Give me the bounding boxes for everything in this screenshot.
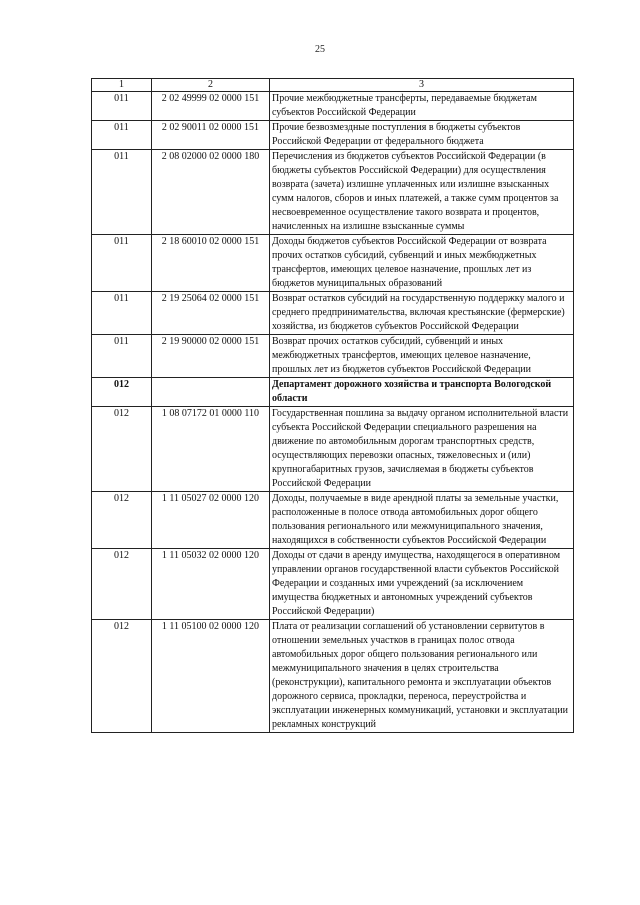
- header-col-2: 2: [152, 79, 270, 92]
- admin-code-cell: 011: [92, 150, 152, 235]
- revenue-description-cell: Государственная пошлина за выдачу органом исполнительной власти субъекта Российской Федерации специального разрешения на движение по автомобильным дорогам транспортных средств, осуществляющих перевозки опасных, тяжеловесных и (или) крупногабаритных грузов, зачисляемая в бюджеты субъектов Российской Федерации: [270, 407, 574, 492]
- admin-code-cell: 012: [92, 620, 152, 733]
- admin-code-cell: 011: [92, 92, 152, 121]
- budget-classification-code-cell: 1 11 05032 02 0000 120: [152, 549, 270, 620]
- revenue-description-cell: Доходы бюджетов субъектов Российской Федерации от возврата прочих остатков субсидий, субвенций и иных межбюджетных трансфертов, имеющих целевое назначение, прошлых лет из бюджетов муниципальных образований: [270, 235, 574, 292]
- table-header-row: [92, 79, 574, 92]
- revenue-description-cell: Возврат прочих остатков субсидий, субвенций и иных межбюджетных трансфертов, имеющих целевое назначение, прошлых лет из бюджетов субъектов Российской Федерации: [270, 335, 574, 378]
- table-row: [92, 335, 574, 378]
- table-row: [92, 92, 574, 121]
- revenue-description-cell: Перечисления из бюджетов субъектов Российской Федерации (в бюджеты субъектов Российской Федерации) для осуществления возврата (зачета) излишне уплаченных или излишне взысканных сумм налогов, сборов и иных платежей, а также сумм процентов за несвоевременное осуществление такого возврата и процентов, начисленных на излишне взысканные суммы: [270, 150, 574, 235]
- budget-classification-code-cell: 1 11 05027 02 0000 120: [152, 492, 270, 549]
- admin-code-cell: 012: [92, 549, 152, 620]
- admin-code-cell: 012: [92, 492, 152, 549]
- table-row: [92, 620, 574, 733]
- table-row: [92, 492, 574, 549]
- page-number: 25: [315, 44, 325, 55]
- table-row: [92, 150, 574, 235]
- table-row: [92, 407, 574, 492]
- revenue-description-cell: Доходы от сдачи в аренду имущества, находящегося в оперативном управлении органов государственной власти субъектов Российской Федерации и созданных ими учреждений (за исключением имущества бюджетных и автономных учреждений субъектов Российской Федерации): [270, 549, 574, 620]
- department-row: [92, 378, 574, 407]
- table-row: [92, 121, 574, 150]
- admin-code-cell: 012: [92, 378, 152, 407]
- budget-classification-code-cell: 2 02 90011 02 0000 151: [152, 121, 270, 150]
- budget-classification-code-cell: 2 18 60010 02 0000 151: [152, 235, 270, 292]
- admin-code-cell: 011: [92, 335, 152, 378]
- admin-code-cell: 012: [92, 407, 152, 492]
- revenue-description-cell: Плата от реализации соглашений об установлении сервитутов в отношении земельных участков в границах полос отвода автомобильных дорог общего пользования регионального или межмуниципального значения в целях строительства (реконструкции), капитального ремонта и эксплуатации объектов дорожного сервиса, прокладки, переноса, переустройства и эксплуатации инженерных коммуникаций, установки и эксплуатации рекламных конструкций: [270, 620, 574, 733]
- table-body: [92, 92, 574, 733]
- budget-classification-code-cell: 2 08 02000 02 0000 180: [152, 150, 270, 235]
- budget-classification-code-cell: 2 02 49999 02 0000 151: [152, 92, 270, 121]
- budget-classification-code-cell: [152, 378, 270, 407]
- table-row: [92, 292, 574, 335]
- header-col-3: 3: [270, 79, 574, 92]
- admin-code-cell: 011: [92, 235, 152, 292]
- revenue-description-cell: Департамент дорожного хозяйства и транспорта Вологодской области: [270, 378, 574, 407]
- budget-classification-code-cell: 1 11 05100 02 0000 120: [152, 620, 270, 733]
- budget-classification-code-cell: 2 19 25064 02 0000 151: [152, 292, 270, 335]
- budget-classification-code-cell: 1 08 07172 01 0000 110: [152, 407, 270, 492]
- revenue-description-cell: Прочие межбюджетные трансферты, передаваемые бюджетам субъектов Российской Федерации: [270, 92, 574, 121]
- revenue-description-cell: Прочие безвозмездные поступления в бюджеты субъектов Российской Федерации от федерального бюджета: [270, 121, 574, 150]
- table-row: [92, 235, 574, 292]
- revenue-description-cell: Возврат остатков субсидий на государственную поддержку малого и среднего предпринимательства, включая крестьянские (фермерские) хозяйства, из бюджетов субъектов Российской Федерации: [270, 292, 574, 335]
- revenue-description-cell: Доходы, получаемые в виде арендной платы за земельные участки, расположенные в полосе отвода автомобильных дорог общего пользования регионального или межмуниципального значения, находящихся в собственности субъектов Российской Федерации: [270, 492, 574, 549]
- table-row: [92, 549, 574, 620]
- revenue-codes-table: [91, 78, 574, 733]
- admin-code-cell: 011: [92, 292, 152, 335]
- header-col-1: 1: [92, 79, 152, 92]
- budget-classification-code-cell: 2 19 90000 02 0000 151: [152, 335, 270, 378]
- admin-code-cell: 011: [92, 121, 152, 150]
